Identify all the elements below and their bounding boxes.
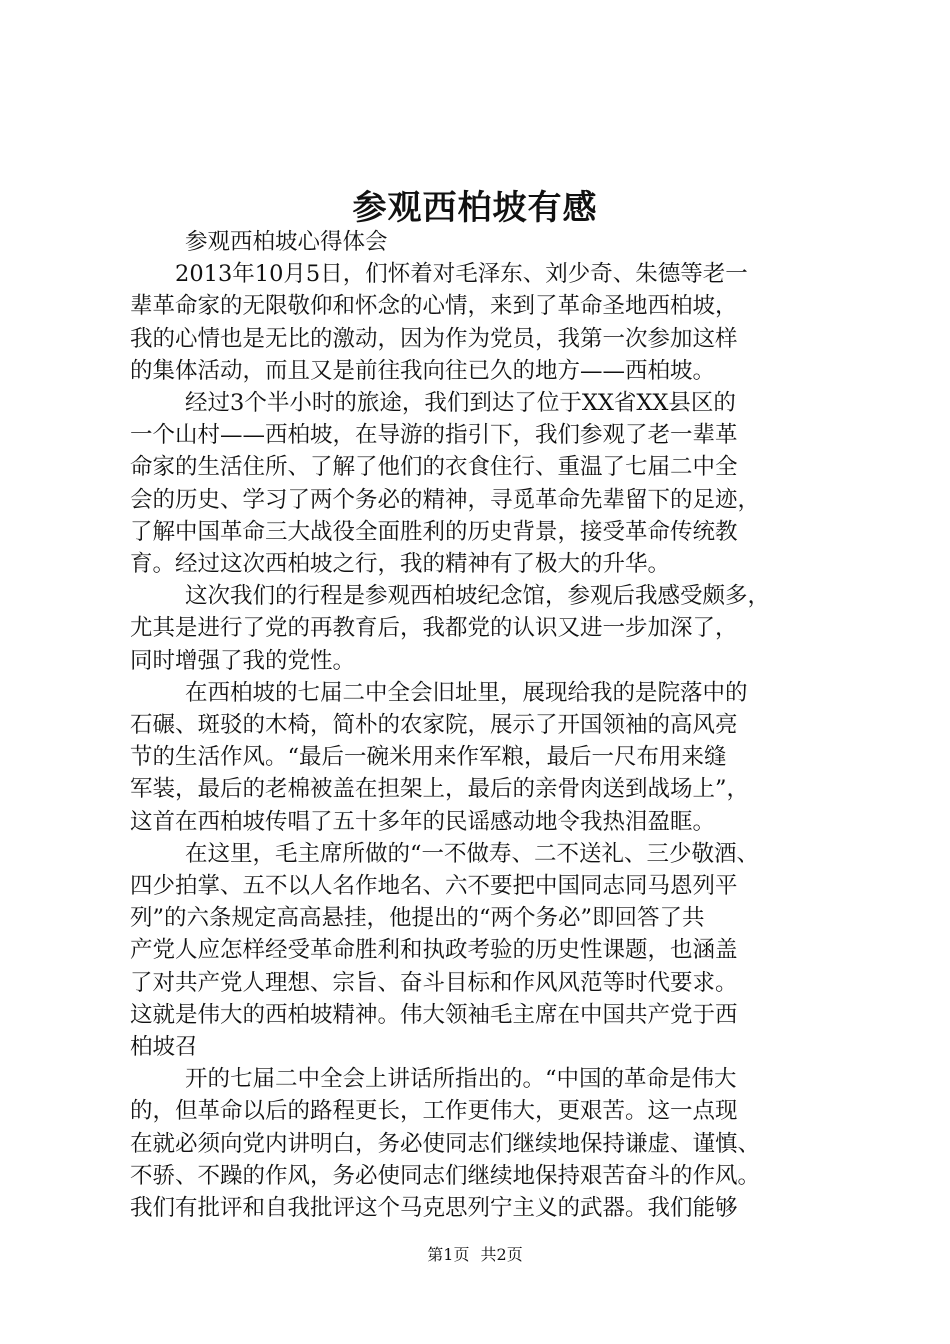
paragraph-line: 经过3个半小时的旅途，我们到达了位于XX省XX县区的 [185,390,736,417]
paragraph-line: 这就是伟大的西柏坡精神。伟大领袖毛主席在中国共产党于西 [130,1001,738,1028]
paragraph [130,1063,830,1224]
paragraph-line: 在就必须向党内讲明白，务必使同志们继续地保持谦虚、谨慎、 [130,1130,761,1157]
paragraph-line: 命家的生活住所、了解了他们的衣食住行、重温了七届二中全 [130,454,738,481]
paragraph [130,580,830,677]
paragraph-line: 柏坡召 [130,1034,198,1061]
paragraph-line: 尤其是进行了党的再教育后，我都党的认识又进一步加深了， [130,615,738,642]
paragraph-line: 了对共产党人理想、宗旨、奋斗目标和作风风范等时代要求。 [130,969,738,996]
paragraph-line: 我的心情也是无比的激动，因为作为党员，我第一次参加这样 [130,325,738,352]
paragraph-line: 在这里，毛主席所做的“一不做寿、二不送礼、三少敬酒、 [185,840,760,867]
paragraph [130,677,830,838]
paragraph-line: 一个山村——西柏坡，在导游的指引下，我们参观了老一辈革 [130,422,738,449]
paragraph-line: 四少拍掌、五不以人名作地名、六不要把中国同志同马恩列平 [130,873,738,900]
paragraph-line: 的集体活动，而且又是前往我向往已久的地方——西柏坡。 [130,357,716,384]
document-body [130,226,830,1224]
paragraph-line: 列”的六条规定高高悬挂，他提出的“两个务必”即回答了共 [130,905,705,932]
paragraph [130,226,830,258]
paragraph-line: 在西柏坡的七届二中全会旧址里，展现给我的是院落中的 [185,679,748,706]
paragraph-line: 开的七届二中全会上讲话所指出的。“中国的革命是伟大 [185,1066,737,1093]
paragraph-line: 不骄、不躁的作风，务必使同志们继续地保持艰苦奋斗的作风。 [130,1162,761,1189]
paragraph-line: 辈革命家的无限敬仰和怀念的心情，来到了革命圣地西柏坡， [130,293,738,320]
paragraph [130,258,830,387]
paragraph-line: 同时增强了我的党性。 [130,647,356,674]
paragraph-line: 这次我们的行程是参观西柏坡纪念馆，参观后我感受颇多， [185,583,771,610]
paragraph-line: 节的生活作风。“最后一碗米用来作军粮，最后一尺布用来缝 [130,744,727,771]
document-title: 参观西柏坡有感 [352,188,598,228]
paragraph [130,387,830,580]
paragraph-line: 这首在西柏坡传唱了五十多年的民谣感动地令我热泪盈眶。 [130,808,716,835]
paragraph-line: 的，但革命以后的路程更长，工作更伟大，更艰苦。这一点现 [130,1098,738,1125]
paragraph-line: 会的历史、学习了两个务必的精神，寻觅革命先辈留下的足迹， [130,486,761,513]
paragraph [130,838,830,1063]
paragraph-line: 了解中国革命三大战役全面胜利的历史背景，接受革命传统教 [130,518,738,545]
paragraph-line: 2013年10月5日，们怀着对毛泽东、刘少奇、朱德等老一 [175,261,748,288]
paragraph-line: 产党人应怎样经受革命胜利和执政考验的历史性课题，也涵盖 [130,937,738,964]
paragraph-line: 参观西柏坡心得体会 [185,229,388,255]
paragraph-line: 我们有批评和自我批评这个马克思列宁主义的武器。我们能够 [130,1195,738,1222]
paragraph-line: 育。经过这次西柏坡之行，我的精神有了极大的升华。 [130,551,671,578]
paragraph-line: 军装，最后的老棉被盖在担架上，最后的亲骨肉送到战场上”， [130,776,750,803]
page-footer: 第1页 共2页 [427,1245,523,1264]
paragraph-line: 石碾、斑驳的木椅，简朴的农家院，展示了开国领袖的高风亮 [130,712,738,739]
